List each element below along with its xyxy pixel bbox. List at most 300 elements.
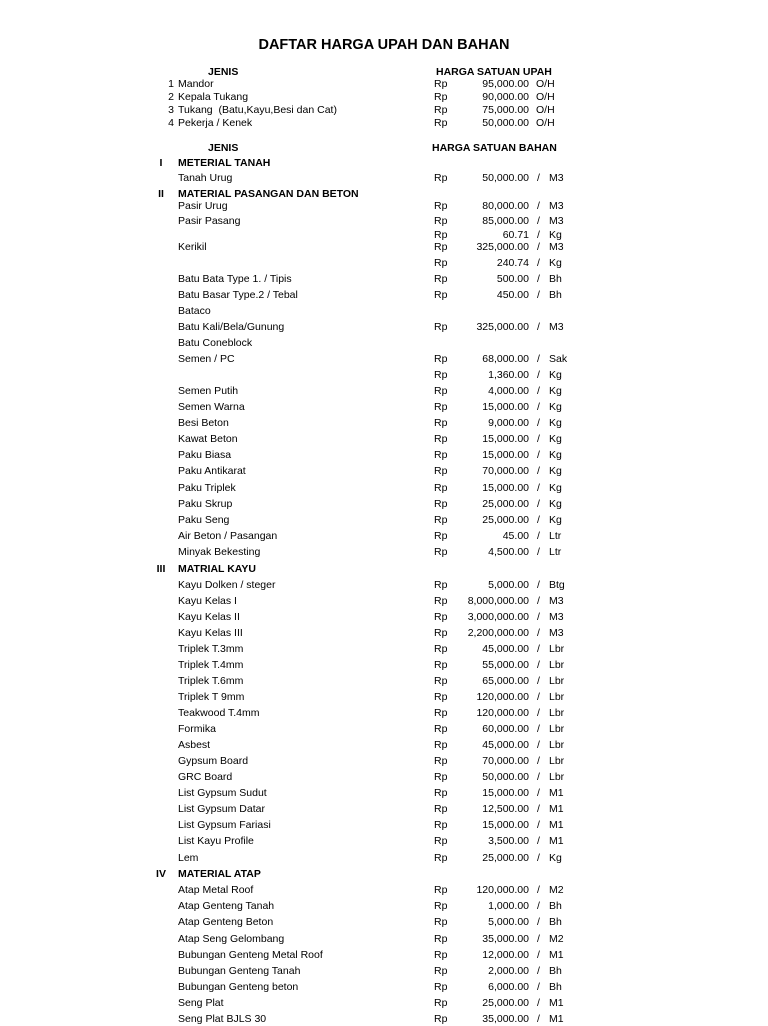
unit: Lbr [549,739,565,751]
price-value: 60.71 [502,229,529,241]
material-name: Atap Metal Roof [178,884,254,896]
material-row [0,497,768,511]
separator: / [537,949,540,961]
labor-name: Kepala Tukang [178,91,249,103]
unit: M2 [549,884,564,896]
material-row [0,384,768,398]
separator: / [537,385,540,397]
row-number: 1 [168,78,174,90]
material-row [0,915,768,929]
price-value: 65,000.00 [482,675,529,687]
unit: O/H [536,104,555,116]
unit: Kg [549,852,562,864]
separator: / [537,627,540,639]
material-name: Triplek T.3mm [178,643,244,655]
section-row [0,867,768,881]
material-name: Kayu Dolken / steger [178,579,276,591]
material-row [0,802,768,816]
separator: / [537,321,540,333]
currency: Rp [434,321,448,333]
price-value: 4,000.00 [488,385,529,397]
unit: M3 [549,215,564,227]
currency: Rp [434,530,448,542]
price-value: 2,000.00 [488,965,529,977]
price-value: 120,000.00 [476,691,529,703]
separator: / [537,707,540,719]
price-value: 75,000.00 [482,104,529,116]
currency: Rp [434,949,448,961]
separator: / [537,530,540,542]
separator: / [537,353,540,365]
currency: Rp [434,900,448,912]
unit: M2 [549,933,564,945]
row-number: 2 [168,91,174,103]
currency: Rp [434,417,448,429]
separator: / [537,659,540,671]
material-name: List Gypsum Datar [178,803,265,815]
material-col-harga: HARGA SATUAN BAHAN [432,142,557,154]
separator: / [537,172,540,184]
unit: M3 [549,172,564,184]
unit: O/H [536,117,555,129]
material-row [0,948,768,962]
unit: M1 [549,787,564,799]
unit: Lbr [549,675,565,687]
separator: / [537,723,540,735]
section-title: MATRIAL KAYU [178,563,256,575]
material-name: Pasir Urug [178,200,228,212]
material-col-jenis: JENIS [208,142,239,154]
material-name: Kayu Kelas III [178,627,243,639]
unit: Kg [549,514,562,526]
material-name: Semen Putih [178,385,239,397]
material-row [0,336,768,350]
material-name: Batu Kali/Bela/Gunung [178,321,285,333]
material-row [0,834,768,848]
unit: Kg [549,449,562,461]
page-title: DAFTAR HARGA UPAH DAN BAHAN [258,37,510,53]
separator: / [537,595,540,607]
separator: / [537,273,540,285]
separator: / [537,498,540,510]
material-row [0,674,768,688]
price-value: 6,000.00 [488,981,529,993]
separator: / [537,546,540,558]
unit: Lbr [549,771,565,783]
material-name: Kayu Kelas II [178,611,240,623]
currency: Rp [434,787,448,799]
separator: / [537,514,540,526]
labor-name: Tukang (Batu,Kayu,Besi dan Cat) [178,104,337,116]
currency: Rp [434,819,448,831]
unit: Kg [549,401,562,413]
currency: Rp [434,353,448,365]
separator: / [537,465,540,477]
unit: M1 [549,835,564,847]
unit: M3 [549,627,564,639]
unit: Lbr [549,707,565,719]
unit: Bh [549,289,562,301]
unit: Kg [549,369,562,381]
unit: Bh [549,916,562,928]
unit: Kg [549,229,562,241]
unit: Lbr [549,755,565,767]
currency: Rp [434,289,448,301]
material-row [0,240,768,254]
price-value: 500.00 [496,273,529,285]
currency: Rp [434,884,448,896]
row-number: 4 [168,117,174,129]
separator: / [537,803,540,815]
material-row [0,786,768,800]
material-row [0,690,768,704]
material-row [0,545,768,559]
currency: Rp [434,675,448,687]
unit: Kg [549,417,562,429]
material-row [0,658,768,672]
unit: Bh [549,981,562,993]
material-row [0,513,768,527]
separator: / [537,755,540,767]
price-value: 1,360.00 [488,369,529,381]
labor-name: Pekerja / Kenek [178,117,253,129]
material-row [0,464,768,478]
separator: / [537,787,540,799]
material-name: Bubungan Genteng Metal Roof [178,949,323,961]
currency: Rp [434,835,448,847]
currency: Rp [434,723,448,735]
currency: Rp [434,385,448,397]
material-row [0,770,768,784]
currency: Rp [434,273,448,285]
material-name: Triplek T.6mm [178,675,244,687]
row-number: 3 [168,104,174,116]
currency: Rp [434,172,448,184]
price-value: 15,000.00 [482,449,529,461]
currency: Rp [434,611,448,623]
currency: Rp [434,91,448,103]
labor-name: Mandor [178,78,214,90]
material-row [0,352,768,366]
material-name: Paku Seng [178,514,230,526]
separator: / [537,611,540,623]
price-value: 25,000.00 [482,514,529,526]
separator: / [537,1013,540,1025]
material-row [0,288,768,302]
unit: M1 [549,997,564,1009]
material-name: Atap Seng Gelombang [178,933,285,945]
material-row [0,851,768,865]
unit: Lbr [549,659,565,671]
material-name: Kayu Kelas I [178,595,237,607]
currency: Rp [434,465,448,477]
separator: / [537,739,540,751]
material-row [0,272,768,286]
currency: Rp [434,433,448,445]
material-row [0,214,768,228]
price-value: 85,000.00 [482,215,529,227]
price-value: 35,000.00 [482,933,529,945]
currency: Rp [434,449,448,461]
currency: Rp [434,803,448,815]
currency: Rp [434,739,448,751]
currency: Rp [434,965,448,977]
currency: Rp [434,707,448,719]
material-name: Bubungan Genteng beton [178,981,299,993]
price-value: 325,000.00 [476,241,529,253]
material-row [0,818,768,832]
labor-row [0,116,768,130]
price-value: 90,000.00 [482,91,529,103]
separator: / [537,691,540,703]
material-name: Atap Genteng Tanah [178,900,275,912]
section-number: I [159,157,163,169]
currency: Rp [434,755,448,767]
material-name: Batu Coneblock [178,337,253,349]
currency: Rp [434,514,448,526]
unit: Lbr [549,691,565,703]
separator: / [537,981,540,993]
unit: Kg [549,257,562,269]
price-value: 5,000.00 [488,916,529,928]
price-value: 120,000.00 [476,707,529,719]
unit: Bh [549,900,562,912]
unit: Lbr [549,643,565,655]
currency: Rp [434,369,448,381]
price-value: 1,000.00 [488,900,529,912]
material-row [0,432,768,446]
unit: M3 [549,595,564,607]
separator: / [537,884,540,896]
material-name: Seng Plat [178,997,224,1009]
section-number: II [158,188,164,200]
price-value: 45,000.00 [482,739,529,751]
separator: / [537,449,540,461]
material-name: Pasir Pasang [178,215,241,227]
labor-row [0,90,768,104]
material-row [0,304,768,318]
material-name: Paku Triplek [178,482,236,494]
unit: Bh [549,965,562,977]
currency: Rp [434,771,448,783]
separator: / [537,241,540,253]
price-value: 25,000.00 [482,498,529,510]
unit: Bh [549,273,562,285]
material-row [0,256,768,270]
material-name: Batu Bata Type 1. / Tipis [178,273,292,285]
price-value: 5,000.00 [488,579,529,591]
price-value: 45,000.00 [482,643,529,655]
price-value: 70,000.00 [482,755,529,767]
price-value: 70,000.00 [482,465,529,477]
material-name: Kawat Beton [178,433,238,445]
price-value: 15,000.00 [482,433,529,445]
separator: / [537,675,540,687]
price-value: 25,000.00 [482,997,529,1009]
currency: Rp [434,643,448,655]
price-value: 25,000.00 [482,852,529,864]
currency: Rp [434,257,448,269]
separator: / [537,997,540,1009]
price-value: 35,000.00 [482,1013,529,1025]
separator: / [537,900,540,912]
price-value: 240.74 [496,257,529,269]
unit: Btg [549,579,565,591]
currency: Rp [434,933,448,945]
currency: Rp [434,482,448,494]
section-title: MATERIAL PASANGAN DAN BETON [178,188,359,200]
material-row [0,626,768,640]
material-row [0,980,768,994]
separator: / [537,835,540,847]
price-value: 3,000,000.00 [467,611,529,623]
material-name: Triplek T.4mm [178,659,244,671]
material-name: Batu Basar Type.2 / Tebal [178,289,298,301]
material-row [0,448,768,462]
material-row [0,416,768,430]
separator: / [537,482,540,494]
currency: Rp [434,546,448,558]
currency: Rp [434,1013,448,1025]
unit: M1 [549,803,564,815]
price-value: 68,000.00 [482,353,529,365]
price-value: 15,000.00 [482,819,529,831]
unit: M1 [549,819,564,831]
unit: Kg [549,482,562,494]
material-name: List Gypsum Sudut [178,787,267,799]
material-name: Teakwood T.4mm [178,707,260,719]
labor-col-harga: HARGA SATUAN UPAH [436,66,552,78]
unit: M3 [549,321,564,333]
material-row [0,642,768,656]
price-value: 120,000.00 [476,884,529,896]
section-row [0,562,768,576]
material-name: Formika [178,723,216,735]
currency: Rp [434,579,448,591]
price-value: 50,000.00 [482,172,529,184]
material-name: List Gypsum Fariasi [178,819,271,831]
material-row [0,171,768,185]
currency: Rp [434,595,448,607]
currency: Rp [434,229,448,241]
price-value: 12,500.00 [482,803,529,815]
material-row [0,529,768,543]
currency: Rp [434,981,448,993]
material-row [0,368,768,382]
material-name: Air Beton / Pasangan [178,530,278,542]
unit: M3 [549,611,564,623]
material-row [0,706,768,720]
material-row [0,932,768,946]
currency: Rp [434,401,448,413]
price-value: 15,000.00 [482,401,529,413]
price-value: 325,000.00 [476,321,529,333]
separator: / [537,579,540,591]
price-value: 95,000.00 [482,78,529,90]
separator: / [537,933,540,945]
material-name: Semen / PC [178,353,235,365]
price-value: 60,000.00 [482,723,529,735]
unit: M1 [549,949,564,961]
material-name: Triplek T 9mm [178,691,245,703]
currency: Rp [434,200,448,212]
material-row [0,199,768,213]
section-title: METERIAL TANAH [178,157,271,169]
price-value: 450.00 [496,289,529,301]
separator: / [537,401,540,413]
unit: Kg [549,385,562,397]
labor-col-jenis: JENIS [208,66,239,78]
unit: Kg [549,498,562,510]
material-row [0,578,768,592]
currency: Rp [434,997,448,1009]
currency: Rp [434,104,448,116]
labor-row [0,103,768,117]
price-value: 45.00 [502,530,529,542]
price-value: 3,500.00 [488,835,529,847]
material-name: Gypsum Board [178,755,249,767]
section-number: III [156,563,166,575]
separator: / [537,200,540,212]
material-row [0,320,768,334]
section-number: IV [156,868,166,880]
price-value: 80,000.00 [482,200,529,212]
material-row [0,964,768,978]
separator: / [537,819,540,831]
material-name: Semen Warna [178,401,245,413]
unit: Ltr [549,530,562,542]
price-value: 2,200,000.00 [467,627,529,639]
material-row [0,610,768,624]
unit: Lbr [549,723,565,735]
currency: Rp [434,659,448,671]
material-name: Paku Antikarat [178,465,246,477]
currency: Rp [434,627,448,639]
material-row [0,400,768,414]
unit: M1 [549,1013,564,1025]
currency: Rp [434,498,448,510]
currency: Rp [434,117,448,129]
material-name: Paku Skrup [178,498,233,510]
separator: / [537,417,540,429]
separator: / [537,771,540,783]
material-name: Lem [178,852,199,864]
price-value: 50,000.00 [482,117,529,129]
material-name: Bataco [178,305,211,317]
price-value: 12,000.00 [482,949,529,961]
material-row [0,594,768,608]
price-value: 50,000.00 [482,771,529,783]
labor-row [0,77,768,91]
price-value: 9,000.00 [488,417,529,429]
currency: Rp [434,241,448,253]
material-row [0,754,768,768]
material-name: Tanah Urug [178,172,233,184]
price-value: 8,000,000.00 [467,595,529,607]
price-value: 15,000.00 [482,787,529,799]
material-name: Minyak Bekesting [178,546,261,558]
price-value: 15,000.00 [482,482,529,494]
separator: / [537,215,540,227]
material-row [0,883,768,897]
material-name: Asbest [178,739,211,751]
material-row [0,899,768,913]
separator: / [537,433,540,445]
unit: Kg [549,433,562,445]
material-name: Seng Plat BJLS 30 [178,1013,267,1025]
unit: O/H [536,91,555,103]
material-row [0,481,768,495]
